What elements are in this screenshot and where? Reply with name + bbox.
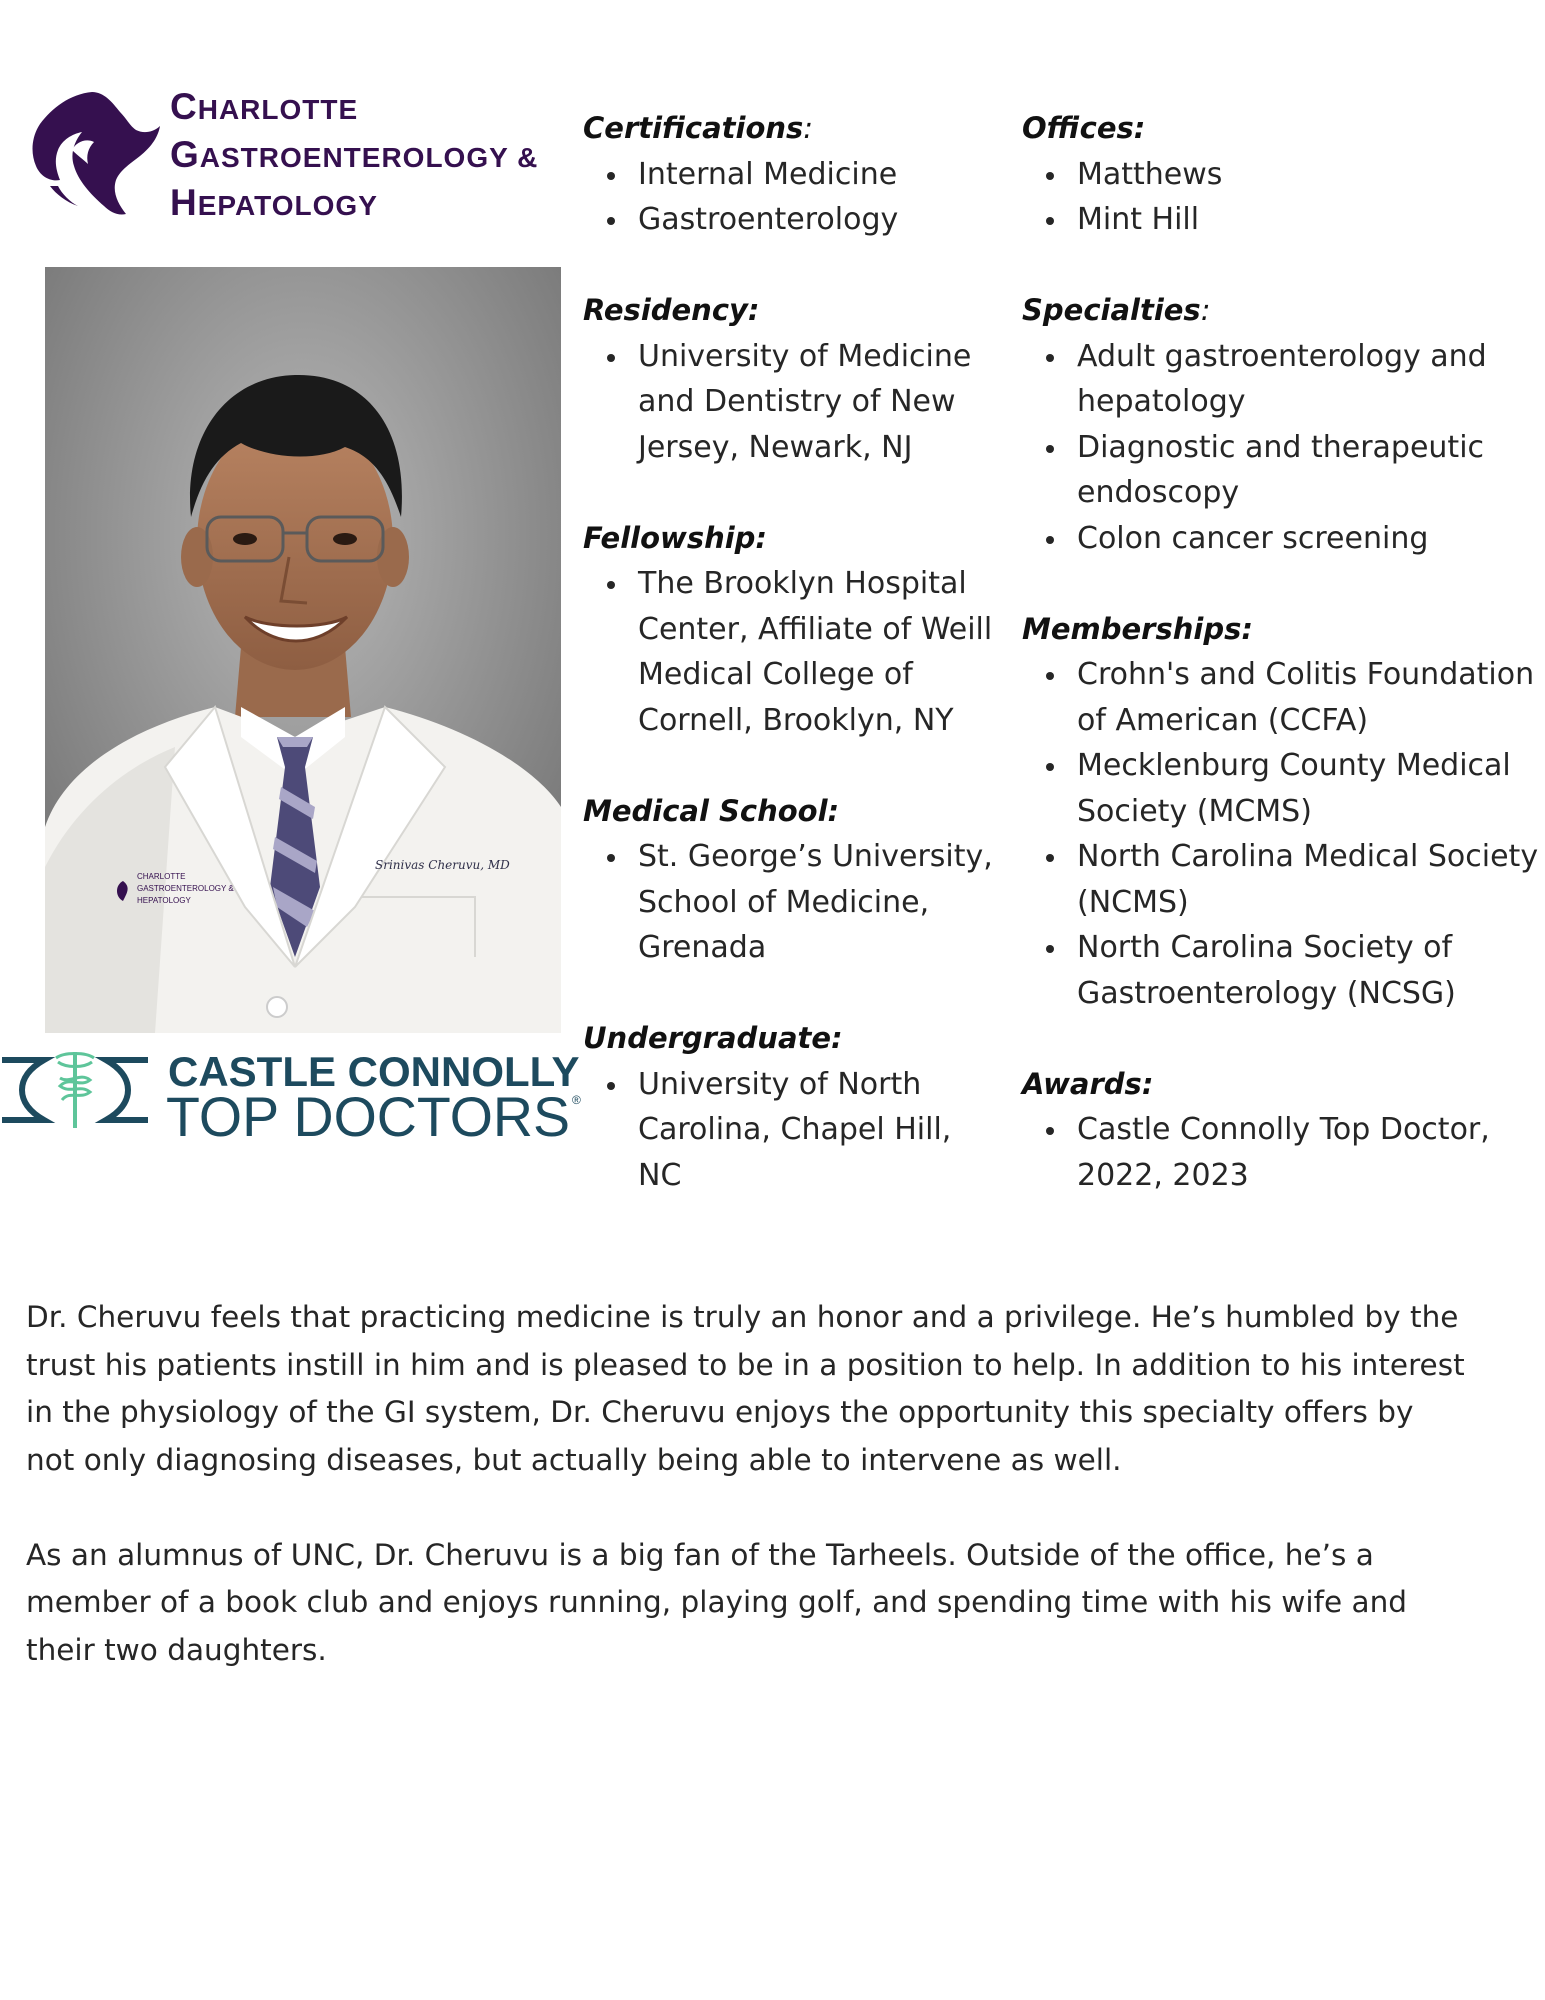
list-item: Mecklenburg County Medical Society (MCMS) (1022, 743, 1545, 834)
section-specialties (1022, 288, 1545, 561)
section-undergraduate (583, 1016, 1003, 1198)
credentials-column (583, 106, 1003, 1244)
section-certifications (583, 106, 1003, 243)
logo-line-2: GASTROENTEROLOGY & (170, 134, 539, 175)
section-heading: Memberships: (1022, 611, 1253, 646)
registered-mark: ® (572, 1093, 581, 1107)
list-item: Castle Connolly Top Doctor, 2022, 2023 (1022, 1107, 1545, 1198)
list-item: Adult gastroenterology and hepatology (1022, 334, 1545, 425)
section-heading: Fellowship: (583, 520, 768, 555)
list-item: University of North Carolina, Chapel Hill, NC (583, 1062, 1003, 1199)
section-heading: Offices: (1022, 111, 1146, 145)
section-medical-school (583, 789, 1003, 971)
section-heading: Undergraduate: (583, 1021, 843, 1055)
castle-connolly-badge (0, 1038, 590, 1140)
svg-text:CHARLOTTE: CHARLOTTE (137, 872, 186, 881)
section-fellowship (583, 516, 1003, 744)
section-heading: Medical School: (583, 793, 840, 828)
svg-text:HEPATOLOGY: HEPATOLOGY (137, 896, 191, 905)
practice-column (1022, 106, 1545, 1244)
bio-text (26, 1294, 1466, 1722)
section-offices (1022, 106, 1545, 243)
list-item: Gastroenterology (583, 197, 1003, 243)
list-item: Matthews (1022, 152, 1545, 198)
section-heading: Specialties: (1022, 293, 1211, 327)
list-item: The Brooklyn Hospital Center, Affiliate of Weill Medical College of Cornell, Brooklyn, NY (583, 561, 1003, 743)
practice-logo-text (170, 84, 538, 228)
section-heading: Awards: (1022, 1066, 1154, 1101)
list-item: Mint Hill (1022, 197, 1545, 243)
logo-line-1: CHARLOTTE (170, 86, 359, 127)
list-item: North Carolina Medical Society (NCMS) (1022, 834, 1545, 925)
coat-name: Srinivas Cheruvu, MD (375, 858, 510, 872)
list-item: Internal Medicine (583, 152, 1003, 198)
list-item: St. George’s University, School of Medicine, Grenada (583, 834, 1003, 971)
section-awards (1022, 1062, 1545, 1199)
caduceus-icon (2, 1052, 148, 1128)
badge-line-2: TOP DOCTORS (166, 1085, 570, 1140)
svg-text:GASTROENTEROLOGY &: GASTROENTEROLOGY & (137, 884, 234, 893)
list-item: North Carolina Society of Gastroenterology (NCSG) (1022, 925, 1545, 1016)
section-heading: Certifications: (583, 111, 814, 145)
section-heading: Residency: (583, 293, 760, 327)
bio-paragraph: As an alumnus of UNC, Dr. Cheruvu is a big fan of the Tarheels. Outside of the office, he’s a member of a book club and enjoys running, playing golf, and spending time with his wife and their two daughters. (26, 1537, 1407, 1667)
doctor-portrait (45, 267, 561, 1033)
list-item: Colon cancer screening (1022, 516, 1545, 562)
section-residency (583, 288, 1003, 470)
practice-logo-mark (30, 90, 160, 216)
badge-line-1: CASTLE CONNOLLY (168, 1048, 580, 1095)
logo-line-3: HEPATOLOGY (170, 182, 378, 223)
section-memberships (1022, 607, 1545, 1017)
list-item: University of Medicine and Dentistry of New Jersey, Newark, NJ (583, 334, 1003, 471)
bio-paragraph: Dr. Cheruvu feels that practicing medicine is truly an honor and a privilege. He’s humbled by the trust his patients instill in him and is pleased to be in a position to help. In addition to his interest in the physiology of the GI system, Dr. Cheruvu enjoys the opportunity this specialty offers by not only diagnosing diseases, but actually being able to intervene as well. (26, 1300, 1465, 1477)
list-item: Diagnostic and therapeutic endoscopy (1022, 425, 1545, 516)
list-item: Crohn's and Colitis Foundation of American (CCFA) (1022, 652, 1545, 743)
